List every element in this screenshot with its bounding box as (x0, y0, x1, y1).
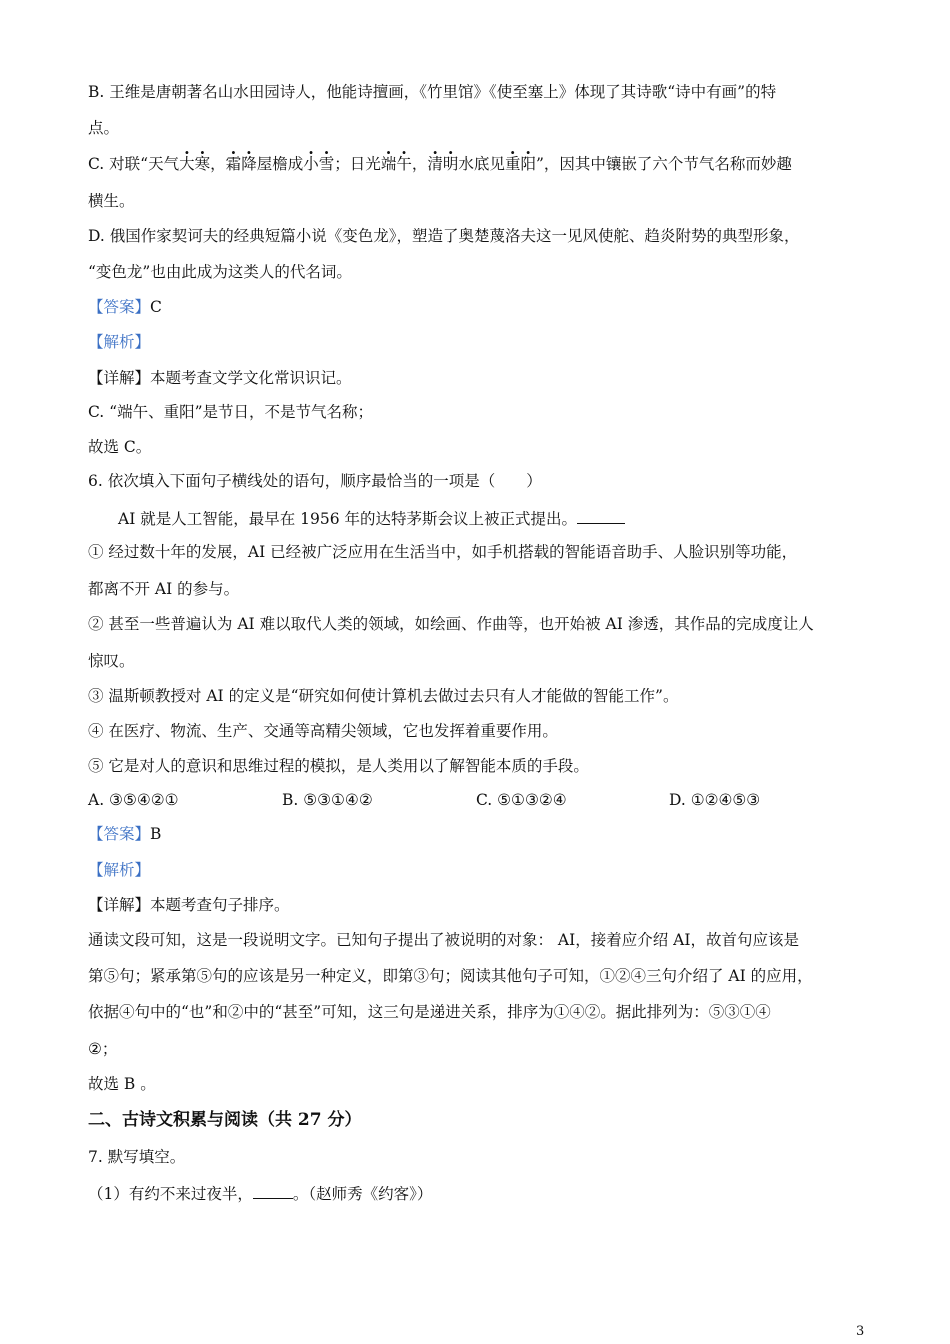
q7-item-1 (88, 1182, 432, 1205)
emphasis-char: 阳 (520, 155, 536, 173)
q6-sentence-3: ③ 温斯顿教授对 AI 的定义是“研究如何使计算机去做过去只有人才能做的智能工作”。 (88, 687, 679, 705)
answer-value: C (150, 298, 162, 316)
answer-tag: 【答案】 (88, 825, 151, 843)
q6-detail: 【详解】本题考查句子排序。 (88, 896, 290, 914)
emphasis-char: 小 (303, 155, 319, 173)
q6-option-d: D. ①②④⑤③ (669, 791, 761, 809)
q5-option-c-line1 (88, 153, 792, 175)
q5-option-d-line2: “变色龙”也由此成为这类人的代名词。 (88, 263, 352, 281)
emphasis-char: 重 (504, 155, 521, 173)
q6-choose: 故选 B 。 (88, 1075, 156, 1093)
q6-stem: 6. 依次填入下面句子横线处的语句，顺序最恰当的一项是（ ） (88, 472, 542, 490)
q6-expl-line2: 第⑤句；紧承第⑤句的应该是另一种定义，即第③句；阅读其他句子可知，①②④三句介绍了 AI 的应用， (88, 967, 813, 985)
fill-blank (253, 1182, 293, 1199)
q5-option-c-suffix: ”，因其中镶嵌了六个节气名称而妙趣 (535, 155, 792, 173)
q5-option-b-line1: B. 王维是唐朝著名山水田园诗人，他能诗擅画，《竹里馆》《使至塞上》体现了其诗歌“诗中有画”的特 (88, 83, 777, 101)
q6-sentence-4: ④ 在医疗、物流、生产、交通等高精尖领域，它也发挥着重要作用。 (88, 722, 558, 740)
q6-sentence-1-line1: ① 经过数十年的发展，AI 已经被广泛应用在生活当中，如手机搭载的智能语音助手、人脸识别等功能， (88, 543, 798, 561)
q6-expl-line1: 通读文段可知，这是一段说明文字。已知句子提出了被说明的对象： AI，接着应介绍 AI，故首句应该是 (88, 931, 799, 949)
emphasis-char: 清 (427, 155, 443, 173)
couplet-text: 天气大寒，霜降屋檐成小雪；日光端午，清明水底见重阳 (148, 155, 536, 173)
emphasis-char: 霜 (225, 155, 242, 173)
passage-text: AI 就是人工智能，最早在 1956 年的达特茅斯会议上被正式提出。 (118, 510, 578, 528)
q6-option-b: B. ⑤③①④② (282, 791, 373, 809)
q5-option-c-prefix: C. 对联“ (88, 155, 149, 173)
emphasis-char: 端 (380, 155, 397, 173)
q5-choose: 故选 C。 (88, 438, 152, 456)
answer-value: B (150, 825, 162, 843)
q6-expl-line4: ②； (88, 1040, 118, 1058)
q6-answer (88, 823, 161, 845)
q5-answer (88, 296, 162, 318)
emphasis-char: 大 (179, 155, 195, 173)
q6-sentence-2-line1: ② 甚至一些普遍认为 AI 难以取代人类的领域，如绘画、作曲等，也开始被 AI 渗透，其作品的完成度让人 (88, 615, 814, 633)
q5-analysis-tag: 【解析】 (88, 333, 151, 351)
q5-option-c-line2: 横生。 (88, 192, 135, 210)
q6-option-c: C. ⑤①③②④ (476, 791, 567, 809)
q7-item-1-text: （1）有约不来过夜半， (88, 1185, 253, 1203)
emphasis-char: 午 (396, 155, 412, 173)
section-heading: 二、古诗文积累与阅读（共 27 分） (88, 1110, 362, 1130)
page-number: 3 (856, 1324, 865, 1339)
emphasis-char: 寒 (194, 155, 211, 173)
q6-analysis-tag: 【解析】 (88, 861, 151, 879)
q6-sentence-2-line2: 惊叹。 (88, 652, 135, 670)
q5-detail: 【详解】本题考查文学文化常识识记。 (88, 369, 352, 387)
q5-option-b-line2: 点。 (88, 119, 120, 137)
q6-expl-line3: 依据④句中的“也”和②中的“甚至”可知，这三句是递进关系，排序为①④②。据此排列为：⑤③①④ (88, 1003, 771, 1021)
q6-option-a: A. ③⑤④②① (88, 791, 179, 809)
q6-sentence-5: ⑤ 它是对人的意识和思维过程的模拟，是人类用以了解智能本质的手段。 (88, 757, 589, 775)
emphasis-char: 雪 (318, 155, 335, 173)
q6-passage (118, 507, 625, 530)
fill-blank (577, 507, 625, 524)
q7-item-1-source: 。（赵师秀《约客》） (292, 1185, 433, 1203)
q6-sentence-1-line2: 都离不开 AI 的参与。 (88, 580, 240, 598)
q5-option-d-line1: D. 俄国作家契诃夫的经典短篇小说《变色龙》，塑造了奥楚蔑洛夫这一见风使舵、趋炎附势的典型形象， (88, 227, 800, 245)
emphasis-char: 明 (442, 155, 459, 173)
q7-stem: 7. 默写填空。 (88, 1148, 186, 1166)
emphasis-char: 降 (241, 155, 257, 173)
answer-tag: 【答案】 (88, 298, 151, 316)
q5-explanation: C. “端午、重阳”是节日，不是节气名称； (88, 403, 374, 421)
